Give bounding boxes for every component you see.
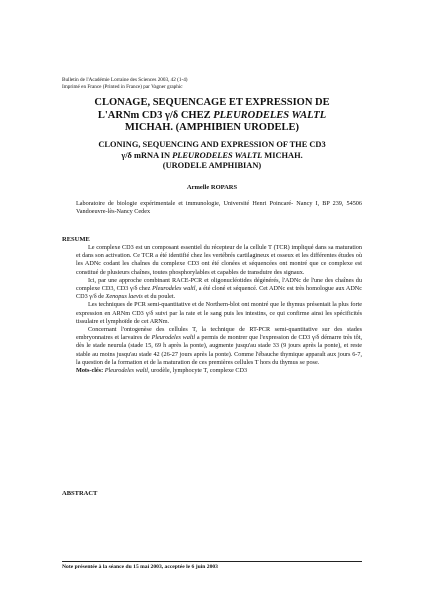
french-title-line-1: CLONAGE, SEQUENCAGE ET EXPRESSION DE xyxy=(94,97,330,108)
resume-p2-text-3: et du poulet. xyxy=(142,293,176,301)
english-title-species: PLEURODELES WALTL xyxy=(172,150,263,160)
french-title-species: PLEURODELES WALTL xyxy=(213,109,327,121)
journal-header-line-1: Bulletin de l'Académie Lorraine des Sciences 2003, 42 (1-4) xyxy=(62,77,188,83)
keywords-list: , urodèle, lymphocyte T, complexe CD3 xyxy=(147,367,248,375)
resume-paragraph-1: Le complexe CD3 est un composant essentiel du récepteur de la cellule T (TCR) impliqué dans sa maturation et dans son activation. Ce TCR a été identifié chez les vertébrés cartilagineux et osseux et les différentes études où les ADNc codant les chaînes du complexe CD3 ont été clonées et séquencées ont montré que ce complexe est constitué de plusieurs chaînes, toutes phosphorylables et capables de transduire des signaux. xyxy=(76,244,362,276)
resume-heading: RESUME xyxy=(62,236,90,243)
resume-body xyxy=(76,244,362,375)
resume-paragraph-4 xyxy=(76,326,362,367)
english-title-text: γ/δ mRNA IN xyxy=(121,150,173,160)
resume-p2-species: Pleurodeles waltl xyxy=(152,285,196,293)
abstract-heading: ABSTRACT xyxy=(62,490,98,497)
footnote-divider xyxy=(62,561,362,562)
journal-header xyxy=(62,77,362,91)
resume-p2-text: Ici, par une approche combinant RACE-PCR et oligonucléotides dégénérés, l'ADNc de l'une des chaînes du complexe CD3, CD3 γ/δ chez xyxy=(76,276,362,293)
keywords-species: Pleurodeles waltl xyxy=(104,367,148,375)
keywords-label: Mots-clés: xyxy=(76,367,105,375)
resume-paragraph-3: Les techniques de PCR semi-quantitative et de Northern-blot ont montré que le thymus présentait la plus forte expression en ARNm CD3 γ/δ suivi par la rate et le sang puis les intestins, ce qui confirme ainsi les spécificités tissulaire et lymphoïde de cet ARNm. xyxy=(76,301,362,325)
resume-p4-species: Pleurodeles waltl xyxy=(151,334,196,342)
resume-p4-text: Concernant l'ontogenèse des cellules T, la technique de RT-PCR semi-quantitative sur des stades embryonnaires et larvaires de xyxy=(76,326,362,342)
author-name: Armelle ROPARS xyxy=(186,184,238,191)
resume-p2-species-2: Xenopus laevis xyxy=(105,293,143,301)
journal-header-line-2: Imprimé en France (Printed in France) par Vagner graphic xyxy=(62,84,183,90)
english-title-line-2 xyxy=(62,151,362,162)
keywords xyxy=(76,367,362,375)
resume-p4-text-2: a permis de montrer que l'expression de CD3 γ/δ démarre très tôt, dès le stade neurula (stade 15, 69 h après la ponte), augmente jusqu'au stade 33 (9 jours après la ponte), et reste stable au moins jusqu'au stade 42 (26-27 jours après la ponte). Comme l'ébauche thymique apparaît aux jours 6-7, la question de la formation et de la maturation de ces premières cellules T hors du thymus se pose. xyxy=(76,334,363,366)
french-title xyxy=(62,97,362,135)
french-title-text: L'ARNm CD3 γ/δ CHEZ xyxy=(97,109,214,121)
english-title xyxy=(62,140,362,172)
resume-p2-text-2: , a été cloné et séquencé. Cet ADNc est très homologue aux ADNc CD3 γ/δ de xyxy=(76,285,362,301)
english-title-line-1: CLONING, SEQUENCING AND EXPRESSION OF THE CD3 xyxy=(98,140,326,149)
resume-paragraph-2 xyxy=(76,277,362,302)
author-affiliation: Laboratoire de biologie expérimentale et immunologie, Université Henri Poincaré- Nancy I, BP 239, 54506 Vandoeuvre-lès-Nancy Cedex xyxy=(76,200,362,216)
english-title-line-3: (URODELE AMPHIBIAN) xyxy=(162,161,262,171)
submission-note: Note présentée à la séance du 15 mai 2003, acceptée le 6 juin 2003 xyxy=(62,564,218,570)
english-title-authority: MICHAH. xyxy=(262,150,303,160)
french-title-line-2 xyxy=(62,110,362,123)
french-title-line-3: MICHAH. (AMPHIBIEN URODELE) xyxy=(124,122,300,133)
